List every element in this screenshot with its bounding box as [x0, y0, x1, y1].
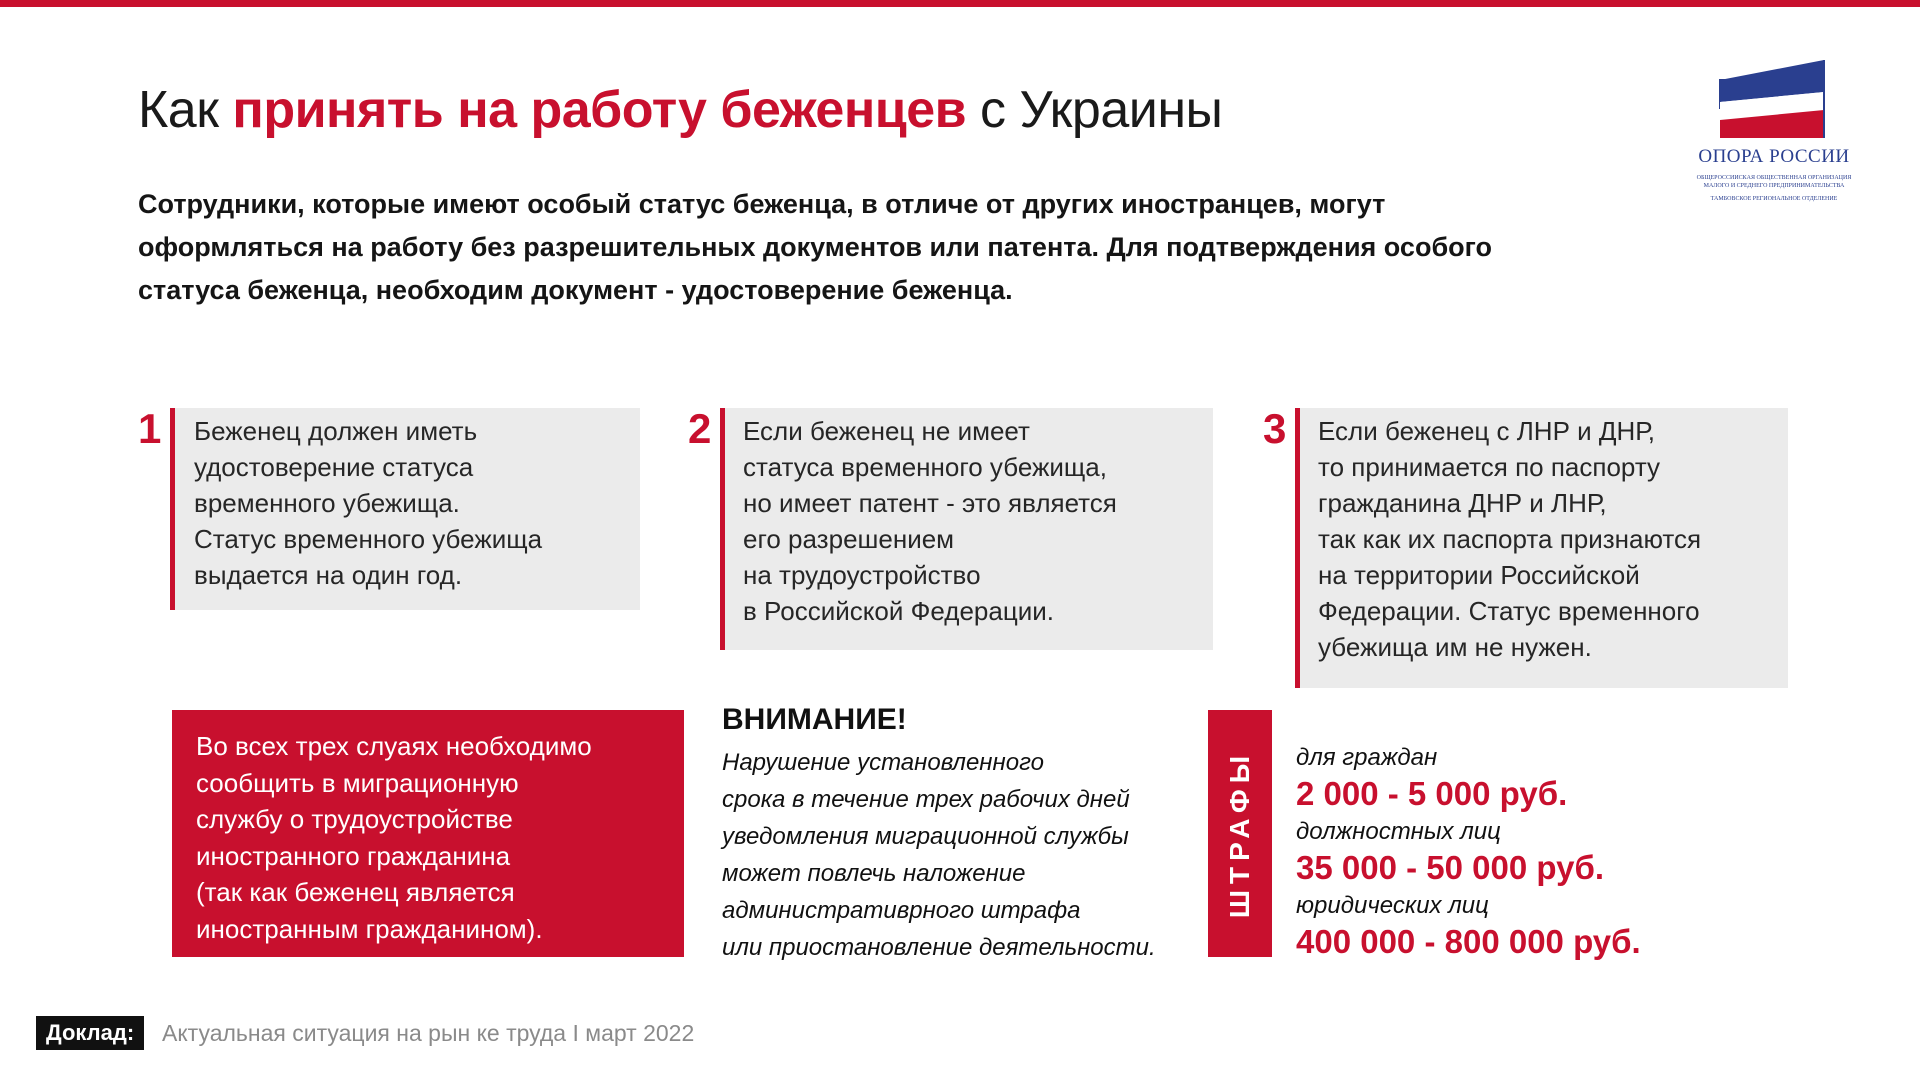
notice-text: Во всех трех слуаях необходимо сообщить в миграционную службу о трудоустройстве иностранного гражданина (так как беженец является иностранным гражданином). — [196, 731, 592, 944]
step-2-number: 2 — [688, 405, 712, 452]
title-prefix: Как — [138, 81, 233, 139]
page-title — [138, 78, 1222, 142]
logo-name: ОПОРА РОССИИ — [1698, 146, 1850, 167]
fine-amount-citizens: 2 000 - 5 000 руб. — [1296, 775, 1568, 812]
step-2-text: Если беженец не имеет статуса временного убежища, но имеет патент - это является его разрешением на трудоустройство в Российской Федерации. — [743, 416, 1117, 626]
footer-source: Актуальная ситуация на рын ке труда I март 2022 — [162, 1020, 695, 1046]
footer-label: Доклад: — [36, 1016, 144, 1050]
title-suffix: с Украины — [966, 81, 1223, 139]
intro-paragraph: Сотрудники, которые имеют особый статус беженца, в отличе от других иностранцев, могут оформляться на работу без разрешительных документов или патента. Для подтверждения особого статуса беженца, необходим документ - удостоверение беженца. — [138, 189, 1492, 305]
step-1-text: Беженец должен иметь удостоверение статуса временного убежища. Статус временного убежища выдается на один год. — [194, 416, 543, 590]
opora-rossii-logo — [1676, 58, 1872, 218]
fine-amount-legal-entities: 400 000 - 800 000 руб. — [1296, 923, 1641, 960]
logo-subtitle-1: ОБЩЕРОССИЙСКАЯ ОБЩЕСТВЕННАЯ ОРГАНИЗАЦИЯ — [1696, 175, 1852, 181]
logo-subtitle-2: МАЛОГО И СРЕДНЕГО ПРЕДПРИНИМАТЕЛЬСТВА — [1703, 183, 1845, 189]
step-3-text: Если беженец с ЛНР и ДНР, то принимается по паспорту гражданина ДНР и ЛНР, так как их паспорта признаются на территории Российской Федерации. Статус временного убежища им не нужен. — [1318, 416, 1702, 662]
step-3-number: 3 — [1263, 405, 1287, 452]
fines-label: ШТРАФЫ — [1224, 749, 1255, 919]
warning-title: ВНИМАНИЕ! — [722, 703, 907, 736]
warning-text: Нарушение установленного срока в течение трех рабочих дней уведомления миграционной службы может повлечь наложение административрного штрафа или приостановление деятельности. — [722, 749, 1156, 961]
step-1-number: 1 — [138, 405, 162, 452]
top-accent-bar — [0, 0, 1920, 7]
flag-icon — [1714, 58, 1834, 142]
fines-band — [1208, 710, 1272, 957]
notice-box — [172, 710, 684, 957]
logo-subtitle-3: ТАМБОВСКОЕ РЕГИОНАЛЬНОЕ ОТДЕЛЕНИЕ — [1710, 196, 1838, 202]
fine-category-citizens: для граждан — [1296, 744, 1438, 771]
title-accent: принять на работу беженцев — [232, 81, 967, 139]
fine-category-legal-entities: юридических лиц — [1296, 892, 1489, 919]
fine-amount-officials: 35 000 - 50 000 руб. — [1296, 849, 1604, 886]
fine-category-officials: должностных лиц — [1296, 818, 1501, 845]
